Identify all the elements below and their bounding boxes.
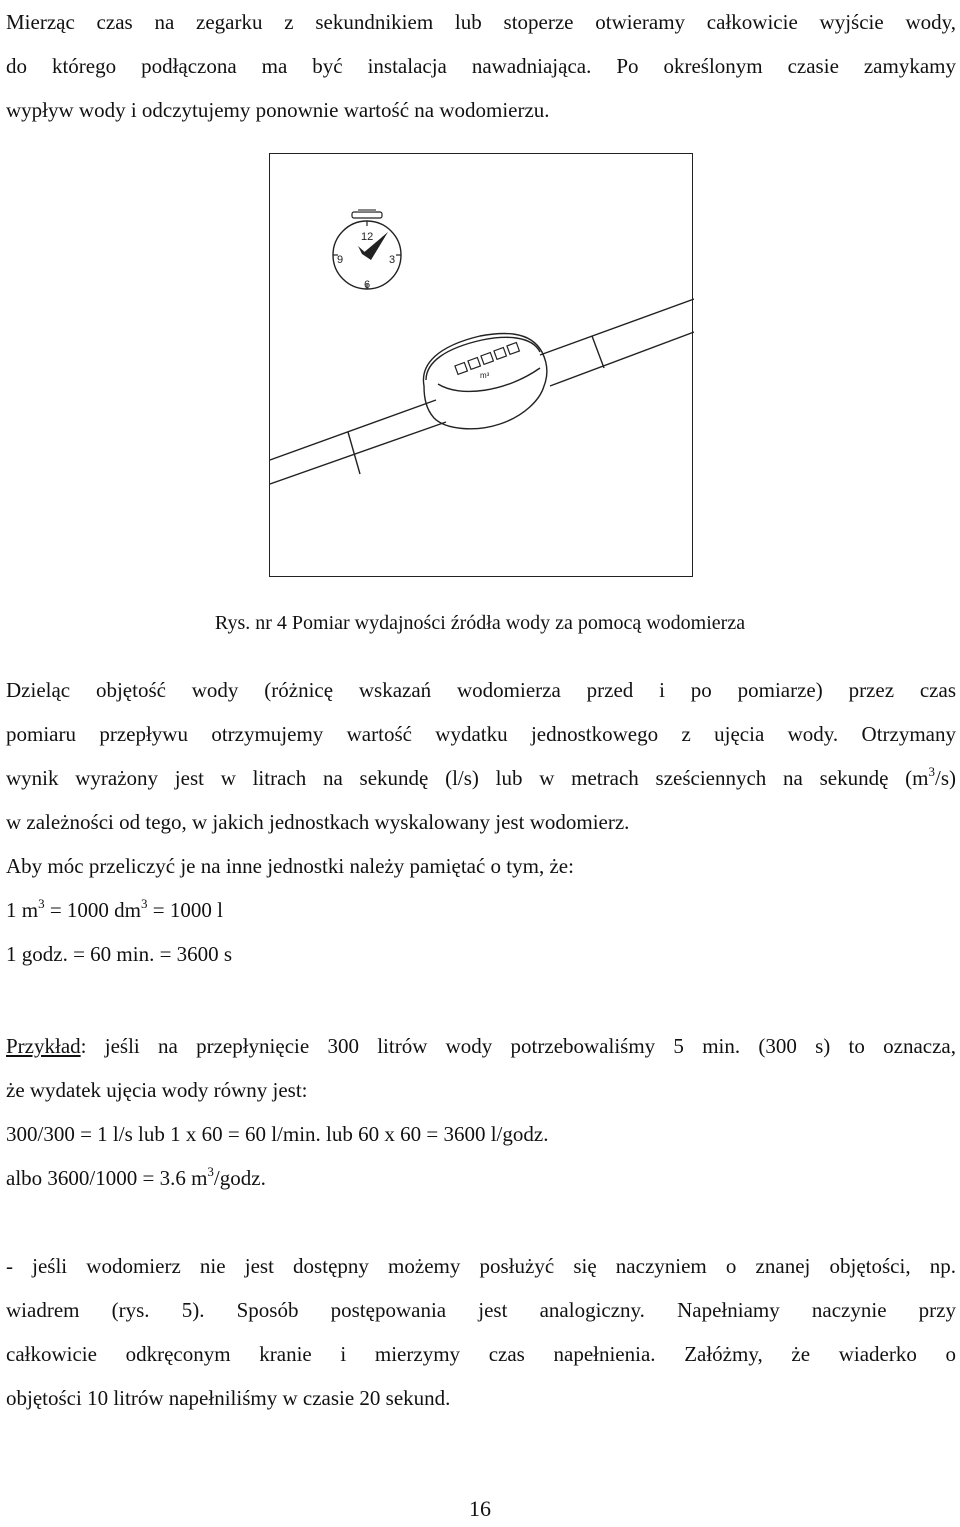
figure-caption: Rys. nr 4 Pomiar wydajności źródła wody za pomocą wodomierza	[214, 612, 746, 634]
page-number: 16	[469, 1496, 491, 1521]
stopwatch-button	[358, 209, 376, 212]
example-line-2: że wydatek ujęcia wody równy jest:	[6, 1078, 308, 1102]
bucket-line-2: wiadrem (rys. 5). Sposób postępowania jest analogiczny. Napełniamy naczynie przy	[6, 1298, 956, 1322]
intro-paragraph	[6, 0, 956, 132]
stopwatch	[333, 209, 401, 291]
pipe-top-edge-right	[540, 299, 694, 355]
pipe-bottom-edge-left	[270, 422, 446, 484]
bucket-line-3: całkowicie odkręconym kranie i mierzymy czas napełnienia. Załóżmy, że wiaderko o	[6, 1342, 956, 1366]
bucket-line-4: objętości 10 litrów napełniliśmy w czasie 20 sekund.	[6, 1386, 451, 1410]
bucket-line-1: - jeśli wodomierz nie jest dostępny możemy posłużyć się naczyniem o znanej objętości, np.	[6, 1254, 956, 1278]
body-line-4: w zależności od tego, w jakich jednostkach wyskalowany jest wodomierz.	[6, 810, 630, 834]
conversion-volume: 1 $m^3 = 1000$ $dm^3 = 1000$ l	[6, 896, 223, 922]
dial-number-3: 3	[389, 254, 396, 266]
intro-line-1: Mierząc czas na zegarku z sekundnikiem lub stoperze otwieramy całkowicie wyjście wody,	[6, 10, 956, 34]
water-meter-drawing	[270, 154, 694, 578]
pipe-bottom-edge-right	[550, 332, 694, 386]
example-label: Przykład	[6, 1034, 81, 1058]
example-paragraph	[6, 1024, 956, 1200]
body-paragraph	[6, 668, 956, 976]
body-line-5: Aby móc przeliczyć je na inne jednostki należy pamiętać o tym, że:	[6, 854, 574, 878]
dial-number-12: 12	[361, 231, 374, 243]
meter-body	[423, 333, 546, 428]
meter-counter	[455, 343, 519, 375]
body-line-1: Dzieląc objętość wody (różnicę wskazań wodomierza przed i po pomiarze) przez czas	[6, 678, 956, 702]
pipe-joint-right	[592, 336, 604, 368]
stopwatch-crown	[352, 212, 382, 218]
body-line-3: wynik wyrażony jest w litrach na sekundę (l/s) lub w metrach sześciennych na sekundę $(m^3/s)$	[6, 764, 956, 790]
water-meter-figure	[269, 153, 693, 577]
intro-line-2: do którego podłączona ma być instalacja nawadniająca. Po określonym czasie zamykamy	[6, 54, 956, 78]
conversion-time: 1 godz. = 60 min. = 3600 s	[6, 942, 233, 966]
example-line-1: Przykład: jeśli na przepłynięcie 300 litrów wody potrzebowaliśmy 5 min. (300 s) to oznacza,	[6, 1034, 956, 1058]
bucket-paragraph	[6, 1244, 956, 1420]
example-line-3: 300/300 = 1 l/s lub 1 x 60 = 60 l/min. lub 60 x 60 = 3600 l/godz.	[6, 1122, 549, 1146]
example-line-4: albo 3600/1000 = 3.6 $m^3$/godz.	[6, 1164, 266, 1190]
dial-number-6: 6	[364, 279, 371, 291]
intro-line-3: wypływ wody i odczytujemy ponownie wartość na wodomierzu.	[6, 98, 550, 122]
meter-unit-label: m³	[480, 371, 490, 380]
dial-number-9: 9	[337, 254, 344, 266]
body-line-2: pomiaru przepływu otrzymujemy wartość wydatku jednostkowego z ujęcia wody. Otrzymany	[6, 722, 956, 746]
